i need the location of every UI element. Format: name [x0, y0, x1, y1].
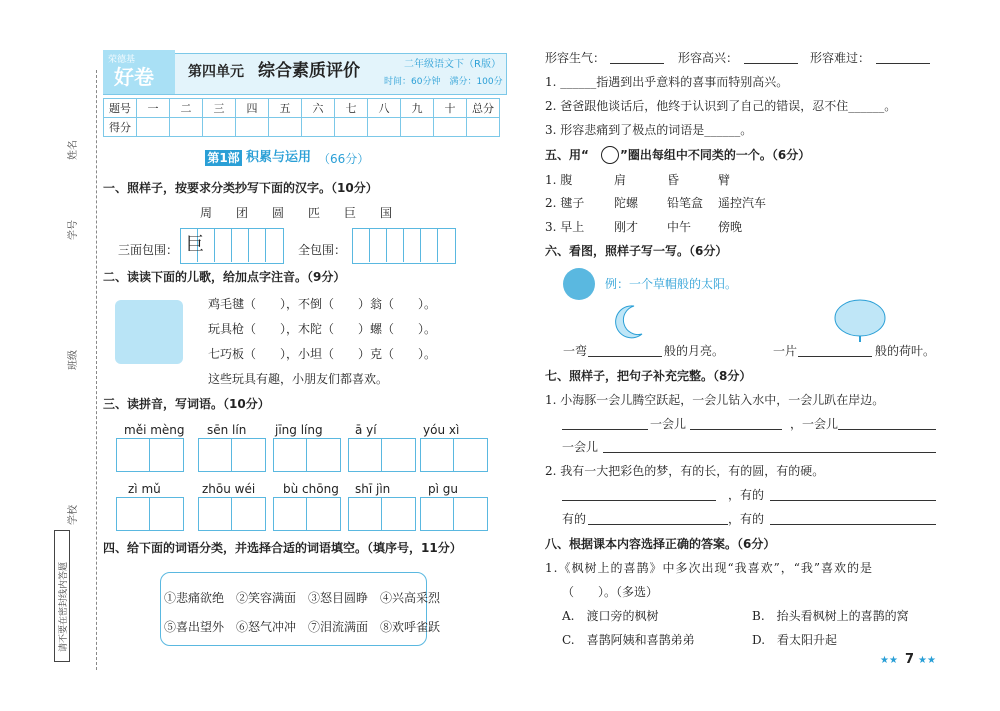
answer-line[interactable]: [562, 429, 648, 430]
pinyin: zì mǔ: [128, 482, 161, 496]
score-header: 题号: [104, 99, 137, 118]
q5-item[interactable]: 遥控汽车: [718, 196, 767, 210]
q5-title-start: 五、用“: [545, 148, 589, 162]
toy-basket-illustration: [115, 300, 183, 364]
pinyin: shī jìn: [355, 482, 391, 496]
q6-moon-suffix: 般的月亮。: [664, 344, 725, 358]
lotus-leaf-icon: [833, 298, 887, 342]
fill-sentence-1: 1. ______指遇到出乎意料的喜事而特别高兴。: [545, 75, 789, 89]
circle-icon: [601, 146, 619, 164]
q3-title: 三、读拼音，写词语。（10分）: [103, 397, 270, 411]
q6-example: 例：一个草帽般的太阳。: [605, 277, 738, 291]
answer-line[interactable]: [588, 524, 728, 525]
score-header: 八: [368, 99, 401, 118]
time-label: 时间：60分钟 满分：100分: [384, 77, 503, 87]
writing-grid[interactable]: [116, 438, 184, 472]
answer-line[interactable]: [610, 63, 664, 64]
q5-item[interactable]: 昏: [667, 173, 680, 187]
score-header: 四: [236, 99, 269, 118]
q6-title: 六、看图，照样子写一写。（6分）: [545, 244, 728, 258]
score-cell[interactable]: [335, 118, 368, 137]
q5-item[interactable]: 3. 早上: [545, 220, 585, 234]
pinyin: sēn lín: [207, 423, 247, 437]
q8-option-b[interactable]: B. 抬头看枫树上的喜鹊的窝: [752, 609, 909, 623]
writing-grid[interactable]: [198, 438, 266, 472]
answer-line[interactable]: [562, 500, 716, 501]
q2-line-1: 鸡毛毽（ ），不倒（ ）翁（ ）。: [208, 297, 437, 311]
score-header: 十: [434, 99, 467, 118]
q8-option-d[interactable]: D. 看太阳升起: [752, 633, 838, 647]
q6-moon-prefix: 一弯: [563, 344, 588, 358]
grade-label: 二年级语文下（R版）: [404, 59, 501, 70]
score-header: 五: [269, 99, 302, 118]
pinyin: pì gu: [428, 482, 458, 496]
writing-grid[interactable]: [273, 497, 341, 531]
q7-word: ，有的: [728, 488, 765, 502]
name-label: 姓名: [68, 140, 79, 160]
q2-line-2: 玩具枪（ ），木陀（ ）螺（ ）。: [208, 322, 437, 336]
pinyin: měi mèng: [124, 423, 185, 437]
q2-line-4: 这些玩具有趣，小朋友们都喜欢。: [208, 372, 389, 386]
score-cell[interactable]: [368, 118, 401, 137]
brand-big: 好卷: [114, 65, 154, 89]
q7-example-1: 1. 小海豚一会儿腾空跃起，一会儿钻入水中，一会儿趴在岸边。: [545, 393, 885, 407]
score-row-label: 得分: [104, 118, 137, 137]
score-header: 一: [137, 99, 170, 118]
writing-grid[interactable]: [116, 497, 184, 531]
score-cell[interactable]: [401, 118, 434, 137]
part-score: （66分）: [318, 152, 370, 166]
score-cell[interactable]: [170, 118, 203, 137]
pinyin: zhōu wéi: [202, 482, 256, 496]
writing-grid[interactable]: [420, 438, 488, 472]
q5-item[interactable]: 陀螺: [614, 196, 639, 210]
q1-label-three-sided: 三面包围：: [118, 243, 179, 257]
q2-line-3: 七巧板（ ），小坦（ ）克（ ）。: [208, 347, 437, 361]
score-table: [103, 98, 500, 137]
q7-example-2: 2. 我有一大把彩色的梦，有的长，有的圆，有的硬。: [545, 464, 825, 478]
score-header: 三: [203, 99, 236, 118]
answer-line[interactable]: [838, 429, 936, 430]
q5-item[interactable]: 1. 腹: [545, 173, 573, 187]
sun-icon: [563, 268, 595, 300]
q8-answer-blank[interactable]: （ ）。（多选）: [562, 585, 659, 599]
q7-word: 一会儿: [650, 417, 687, 431]
pinyin: bù chōng: [283, 482, 339, 496]
writing-grid[interactable]: [420, 497, 488, 531]
q7-word: 有的: [562, 512, 587, 526]
score-header: 总分: [467, 99, 500, 118]
q5-item[interactable]: 傍晚: [718, 220, 743, 234]
answer-line[interactable]: [588, 356, 662, 357]
q5-item[interactable]: 刚才: [614, 220, 639, 234]
brand-name: 荣德基: [108, 55, 136, 65]
answer-line[interactable]: [798, 356, 872, 357]
score-header: 六: [302, 99, 335, 118]
classify-happy-label: 形容高兴：: [678, 51, 739, 65]
q7-word: ，有的: [728, 512, 765, 526]
q1-example-char: 巨: [186, 234, 204, 255]
score-header: 二: [170, 99, 203, 118]
part-title: 积累与运用: [246, 150, 312, 165]
part-tag: 第1部分: [205, 150, 242, 166]
answer-line[interactable]: [690, 429, 782, 430]
star-deco-left: ★★: [880, 655, 898, 666]
score-cell[interactable]: [203, 118, 236, 137]
classify-angry-label: 形容生气：: [545, 51, 606, 65]
pinyin: jīng líng: [275, 423, 323, 437]
answer-line[interactable]: [770, 500, 936, 501]
word-bank-row-1: ①悲痛欲绝 ②笑容满面 ③怒目圆睁 ④兴高采烈: [164, 591, 441, 605]
word-bank-box: [160, 572, 427, 646]
moon-icon: [612, 304, 646, 340]
score-cell[interactable]: [302, 118, 335, 137]
score-header: 七: [335, 99, 368, 118]
page-number: 7: [905, 652, 915, 667]
word-bank-row-2: ⑤喜出望外 ⑥怒气冲冲 ⑦泪流满面 ⑧欢呼雀跃: [164, 620, 441, 634]
page-title: 综合素质评价: [258, 61, 360, 81]
classify-sad-label: 形容难过：: [810, 51, 871, 65]
score-cell[interactable]: [269, 118, 302, 137]
unit-label: 第四单元: [188, 64, 244, 80]
writing-grid[interactable]: [273, 438, 341, 472]
answer-line[interactable]: [876, 63, 930, 64]
q5-item[interactable]: 中午: [667, 220, 692, 234]
answer-line[interactable]: [744, 63, 798, 64]
q2-title: 二、读读下面的儿歌，给加点字注音。（9分）: [103, 270, 346, 284]
q7-word: 一会儿: [562, 440, 599, 454]
writing-grid[interactable]: [348, 438, 416, 472]
q5-item[interactable]: 臂: [718, 173, 731, 187]
q7-word: ，一会儿: [790, 417, 839, 431]
star-deco-right: ★★: [918, 655, 936, 666]
q6-leaf-suffix: 般的荷叶。: [875, 344, 936, 358]
fill-sentence-3: 3. 形容悲痛到了极点的词语是______。: [545, 123, 753, 137]
pinyin: yóu xì: [423, 423, 460, 437]
q5-item[interactable]: 2. 毽子: [545, 196, 585, 210]
q1-title: 一、照样子，按要求分类抄写下面的汉字。（10分）: [103, 181, 378, 195]
score-cell[interactable]: [137, 118, 170, 137]
q8-option-a[interactable]: A. 渡口旁的枫树: [562, 609, 659, 623]
q1-grid-full[interactable]: [352, 228, 456, 264]
q8-title: 八、根据课本内容选择正确的答案。（6分）: [545, 537, 776, 551]
answer-line[interactable]: [770, 524, 936, 525]
fill-sentence-2: 2. 爸爸跟他谈话后，他终于认识到了自己的错误，忍不住______。: [545, 99, 897, 113]
q1-label-full: 全包围：: [298, 243, 347, 257]
seal-note: 请不要在密封线内答题: [59, 561, 69, 652]
q1-chars: 周 团 圆 匹 巨 国: [200, 206, 393, 220]
q4-title: 四、给下面的词语分类，并选择合适的词语填空。（填序号，11分）: [103, 541, 462, 555]
q5-item[interactable]: 肩: [614, 173, 627, 187]
q8-question: 1.《枫树上的喜鹊》中多次出现“我喜欢”，“我”喜欢的是: [545, 561, 873, 575]
pinyin: ā yí: [355, 423, 377, 437]
school-label: 学校: [68, 505, 79, 525]
q6-leaf-prefix: 一片: [773, 344, 798, 358]
q8-option-c[interactable]: C. 喜鹊阿姨和喜鹊弟弟: [562, 633, 695, 647]
writing-grid[interactable]: [348, 497, 416, 531]
q7-title: 七、照样子，把句子补充完整。（8分）: [545, 369, 752, 383]
q5-item[interactable]: 铅笔盒: [667, 196, 704, 210]
writing-grid[interactable]: [198, 497, 266, 531]
class-label: 班级: [68, 350, 79, 370]
score-header: 九: [401, 99, 434, 118]
seal-line: [96, 70, 97, 670]
score-cell[interactable]: [434, 118, 467, 137]
id-label: 学号: [68, 220, 79, 240]
score-cell[interactable]: [236, 118, 269, 137]
score-cell[interactable]: [467, 118, 500, 137]
answer-line[interactable]: [603, 452, 936, 453]
q5-title-end: ”圈出每组中不同类的一个。（6分）: [620, 148, 811, 162]
